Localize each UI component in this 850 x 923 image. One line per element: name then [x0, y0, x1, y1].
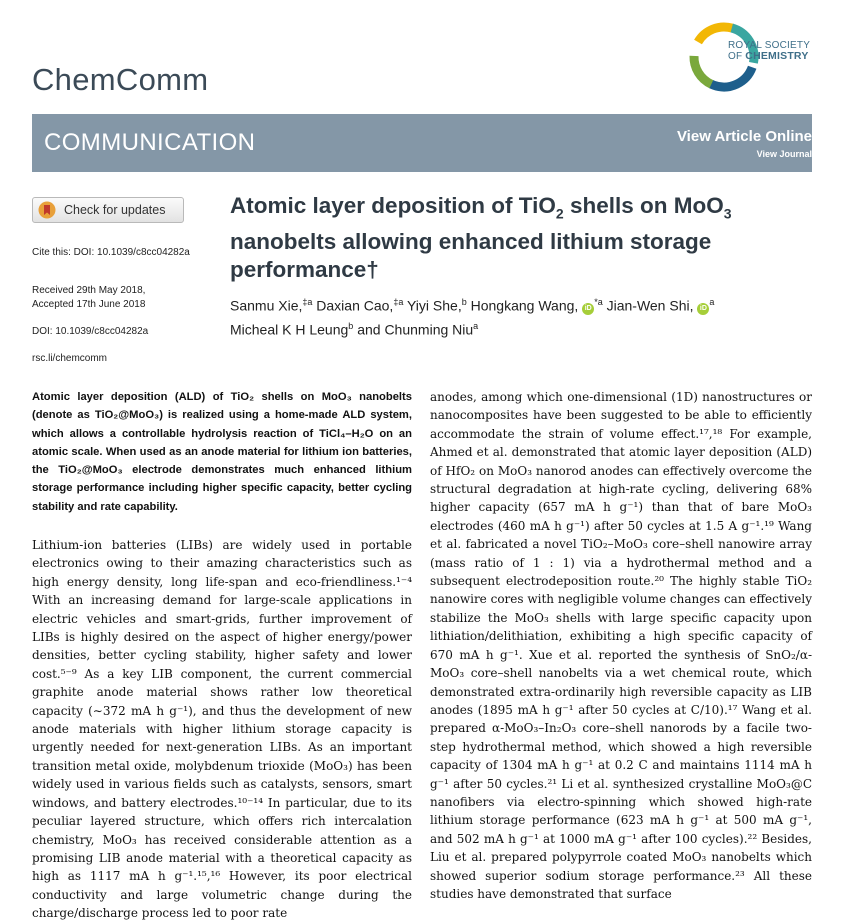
rsc-logo-text — [728, 40, 810, 62]
article-title: Atomic layer deposition of TiO$_2$ shells on MoO$_3$ nanobelts allowing enhanced lithium storage performance† — [230, 193, 732, 282]
article-type: COMMUNICATION — [44, 129, 256, 156]
view-links — [677, 128, 812, 159]
orcid-icon[interactable]: iD — [697, 303, 709, 315]
abstract: Atomic layer deposition (ALD) of TiO₂ shells on MoO₃ nanobelts (denote as TiO₂@MoO₃) is realized using a home-made ALD system, which allows a controllable hydrolysis reaction of TiCl₄–H₂O on an atomic scale. When used as an anode material for lithium ion batteries, the TiO₂@MoO₃ electrode demonstrates much enhanced lithium storage performance including higher specific capacity, better cycling stability and rate capability. — [32, 391, 412, 513]
received-date: Received 29th May 2018, — [32, 285, 146, 296]
view-journal-link[interactable]: View Journal — [756, 149, 812, 159]
author-list: Sanmu Xie,$^{\ddagger a}$ Daxian Cao,$^{\ddagger a}$ Yiyi She,$^b$ Hongkang Wang, $iD^{*a}$ Jian-Wen Shi, $iD^a$ Micheal K H Leung$^b$ and Chunming Niu$^a$ — [230, 297, 715, 338]
logo-line3: CHEMISTRY — [745, 50, 809, 62]
logo-line1: ROYAL SOCIETY — [728, 40, 811, 51]
body-column-right: anodes, among which one-dimensional (1D) nanostructures or nanocomposites have been suggested to be able to efficiently accommodate the strain of volume effect.¹⁷,¹⁸ For example, Ahmed et al. demonstrated that atomic layer deposition (ALD) of HfO₂ on MoO₃ nanorod anodes can effectively overcome the structural degradation at high-rate cycling, delivering 68% higher capacity (657 mA h g⁻¹) than that of bare MoO₃ electrodes (460 mA h g⁻¹) after 50 cycles at 1.5 A g⁻¹.¹⁹ Wang et al. fabricated a novel TiO₂–MoO₃ core–shell nanowire array (mass ratio of 1 : 1) via a hydrothermal method and a subsequent electrodeposition route.²⁰ The highly stable TiO₂ nanowire cores with negligible volume changes can effectively stabilize the MoO₃ shells with large specific capacity upon lithiation/delithiation, exhibiting a high specific capacity of 670 mA h g⁻¹. Xue et al. reported the synthesis of SnO₂/α-MoO₃ core–shell nanobelts via a wet chemical route, which demonstrated extra-ordinarily high reversible capacity as LIB anodes (1895 mA h g⁻¹ after 50 cycles at C/10).¹⁷ Wang et al. prepared α-MoO₃–In₂O₃ core–shell nanorods by a facile two-step hydrothermal method, which showed a high reversible capacity of 1304 mA h g⁻¹ at 0.2 C and maintains 1114 mA h g⁻¹ after 50 cycles.²¹ Li et al. synthesized crystalline MoO₃@C nanofibers via electro-spinning which showed high-rate lithium storage performance (623 mA h g⁻¹ at 500 mA g⁻¹, and 502 mA h g⁻¹ at 1000 mA g⁻¹ after 100 cycles).²² Besides, Liu et al. prepared polypyrrole coated MoO₃ nanobelts which showed superior sodium storage performance.²³ All these studies have demonstrated that surface — [430, 390, 812, 901]
cite-this: Cite this: DOI: 10.1039/c8cc04282a — [32, 247, 190, 258]
short-link[interactable]: rsc.li/chemcomm — [32, 353, 108, 364]
logo-line2: OF CHEMISTRY — [728, 50, 809, 62]
view-article-online-link[interactable]: View Article Online — [676, 128, 812, 145]
orcid-icon[interactable]: iD — [582, 303, 594, 315]
check-for-updates-button[interactable] — [32, 197, 184, 223]
accepted-date: Accepted 17th June 2018 — [32, 299, 146, 310]
journal-name: ChemComm — [32, 62, 209, 97]
bookmark-refresh-icon — [38, 201, 56, 219]
body-column-left: Lithium-ion batteries (LIBs) are widely used in portable electronics owing to their amazing characteristics such as high energy density, long life-span and eco-friendliness.¹⁻⁴ With an increasing demand for large-scale applications in electric vehicles and smart-grids, further improvement of LIBs is highly desired on the aspect of higher energy/power densities, better cycling stability, higher safety and lower cost.⁵⁻⁹ As a key LIB component, the current commercial graphite anode material shows rather low theoretical capacity (∼372 mA h g⁻¹), and thus the development of new anode materials with higher lithium storage capacity is urgently needed for next-generation LIBs. As an important transition metal oxide, molybdenum trioxide (MoO₃) has been widely used in various fields such as catalysts, sensors, smart windows, and battery electrodes.¹⁰⁻¹⁴ In particular, due to its peculiar layered structure, which offers rich intercalation chemistry, MoO₃ has received considerable attention as a promising LIB anode material with a theoretical capacity as high as 1117 mA h g⁻¹.¹⁵,¹⁶ However, its poor electrical conductivity and large volumetric change during the charge/discharge process led to poor rate — [32, 538, 412, 921]
check-for-updates-label: Check for updates — [64, 203, 166, 217]
doi: DOI: 10.1039/c8cc04282a — [32, 326, 149, 337]
